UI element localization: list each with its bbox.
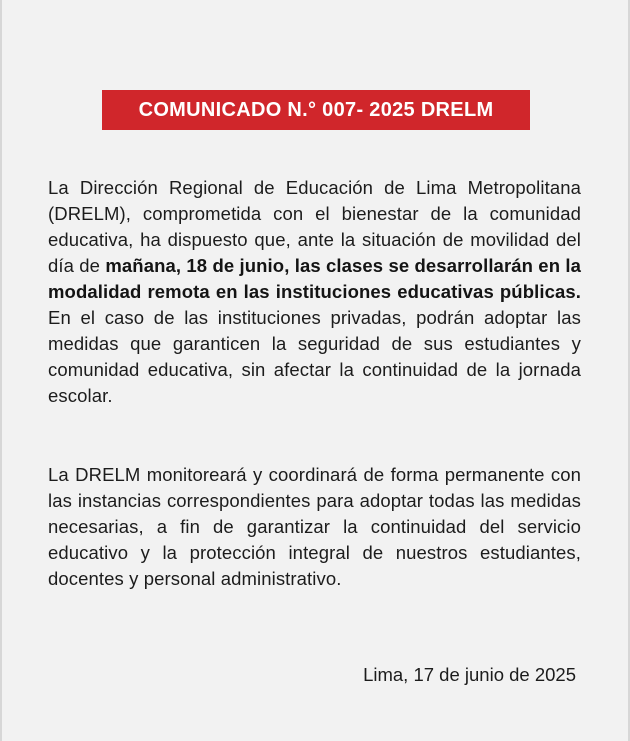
paragraph-announcement xyxy=(48,175,581,409)
paragraph-announcement-rest: En el caso de las instituciones privadas, podrán adoptar las medidas que garanticen la seguridad de sus estudiantes y comunidad educativa, sin afectar la continuidad de la jornada escolar. xyxy=(48,307,581,406)
paragraph-announcement-highlight: mañana, 18 de junio, las clases se desarrollarán en la modalidad remota en las instituciones educativas públicas. xyxy=(48,255,582,302)
signature-date: Lima, 17 de junio de 2025 xyxy=(363,664,576,685)
paragraph-monitoring: La DRELM monitoreará y coordinará de forma permanente con las instancias correspondientes para adoptar todas las medidas necesarias, a fin de garantizar la continuidad del servicio educativo y la protección integral de nuestros estudiantes, docentes y personal administrativo. xyxy=(48,464,581,589)
communique-title-banner xyxy=(102,90,530,130)
paragraph-announcement-intro: La Dirección Regional de Educación de Lima Metropolitana (DRELM), comprometida con el bienestar de la comunidad educativa, ha dispuesto que, ante la situación de movilidad del día de xyxy=(48,177,581,276)
communique-title: COMUNICADO N.° 007- 2025 DRELM xyxy=(138,98,494,121)
